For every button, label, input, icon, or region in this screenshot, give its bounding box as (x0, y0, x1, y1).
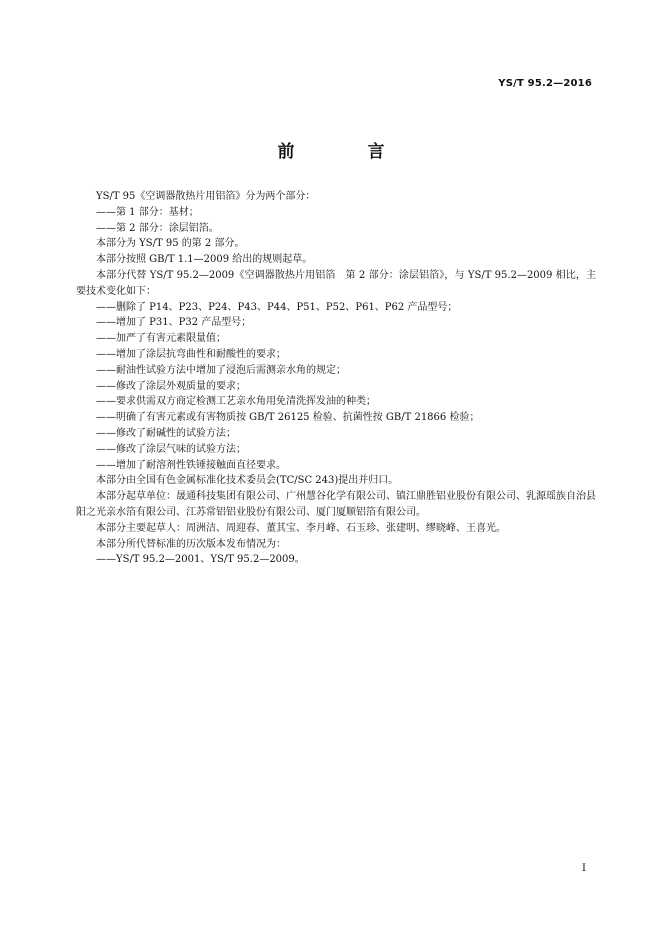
list-item: ——增加了耐溶剂性铁锤接触面直径要求。 (96, 459, 286, 471)
list-item: ——明确了有害元素或有害物质按 GB/T 26125 检验、抗菌性按 GB/T 21866 检验； (96, 412, 480, 424)
paragraph: YS/T 95《空调器散热片用铝箔》分为两个部分： (96, 191, 316, 202)
list-item: ——要求供需双方商定检测工艺亲水角用免清洗挥发油的种类； (96, 396, 376, 408)
page-title: 前 言 (277, 142, 413, 162)
paragraph: 本部分起草单位：晟通科技集团有限公司、广州慧谷化学有限公司、镇江鼎胜铝业股份有限公司、乳源瑶族自治县阳之光亲水箔有限公司、江苏常铝铝业股份有限公司、厦门厦顺铝箔有限公司。 (76, 491, 596, 518)
list-item: ——修改了涂层外观质量的要求； (96, 380, 246, 392)
list-item: ——修改了耐碱性的试验方法； (96, 427, 236, 439)
list-item: ——YS/T 95.2—2001、YS/T 95.2—2009。 (96, 554, 305, 566)
paragraph: 本部分代替 YS/T 95.2—2009《空调器散热片用铝箔 第 2 部分：涂层铝箔》，与 YS/T 95.2—2009 相比，主要技术变化如下： (76, 269, 596, 297)
paragraph: 本部分由全国有色金属标准化技术委员会(TC/SC 243)提出并归口。 (96, 475, 399, 487)
list-item: ——增加了 P31、P32 产品型号； (96, 317, 252, 329)
list-item: ——加严了有害元素限量值； (96, 333, 226, 345)
paragraph: 本部分为 YS/T 95 的第 2 部分。 (96, 238, 245, 250)
standard-code: YS/T 95.2—2016 (498, 78, 592, 89)
page-number: I (582, 863, 586, 874)
paragraph: 本部分按照 GB/T 1.1—2009 给出的规则起草。 (96, 254, 313, 266)
list-item: ——增加了涂层抗弯曲性和耐酸性的要求； (96, 348, 286, 360)
list-item: ——删除了 P14、P23、P24、P43、P44、P51、P52、P61、P62 产品型号； (96, 301, 458, 313)
list-item: ——第 1 部分：基材； (96, 206, 199, 218)
list-item: ——修改了涂层气味的试验方法； (96, 443, 246, 455)
foreword-body (76, 189, 596, 568)
list-item: ——耐油性试验方法中增加了浸泡后需测亲水角的规定； (96, 364, 346, 376)
list-item: ——第 2 部分：涂层铝箔。 (96, 222, 219, 234)
paragraph: 本部分所代替标准的历次版本发布情况为： (96, 538, 286, 550)
paragraph: 本部分主要起草人：周洲洁、周迎春、董其宝、李月峰、石玉珍、张建明、缪晓峰、王喜光。 (96, 522, 506, 534)
